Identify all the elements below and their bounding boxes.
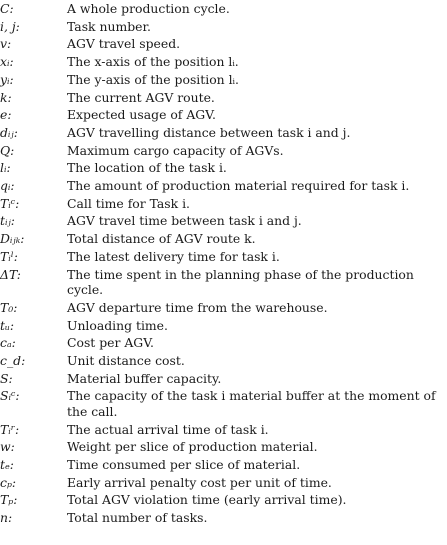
symbol: C: [0, 1, 14, 16]
description: Call time for Task i. [67, 195, 190, 211]
description: Task number. [67, 18, 151, 34]
nomenclature-row [0, 213, 447, 229]
symbol: tᵢⱼ: [0, 213, 15, 229]
description: Total AGV violation time (early arrival time). [67, 492, 347, 508]
description: The actual arrival time of task i. [67, 421, 269, 437]
description: The time spent in the planning phase of the production cycle. [67, 266, 414, 298]
description: Cost per AGV. [67, 335, 154, 351]
symbol: i, j: [0, 18, 20, 34]
symbol: Tₚ: [0, 492, 18, 508]
nomenclature-row [0, 231, 447, 247]
symbol: w: [0, 439, 15, 455]
symbol: c_d: [0, 352, 26, 368]
nomenclature-row [0, 72, 447, 88]
symbol: Q: [0, 142, 15, 158]
description: AGV departure time from the warehouse. [67, 299, 328, 315]
nomenclature-row [0, 388, 447, 419]
description: The location of the task i. [67, 160, 227, 176]
nomenclature-row [0, 19, 447, 35]
nomenclature-row [0, 353, 447, 369]
nomenclature-row [0, 371, 447, 387]
symbol: Sᵢᶜ: [0, 388, 20, 404]
nomenclature-row [0, 143, 447, 159]
nomenclature-row [0, 475, 447, 491]
symbol: lᵢ: [0, 160, 11, 176]
symbol: Tᵢᶜ: [0, 195, 20, 211]
symbol: cₚ: [0, 474, 17, 490]
nomenclature-row [0, 249, 447, 265]
nomenclature-row [0, 318, 447, 334]
nomenclature-row [0, 125, 447, 141]
description: Time consumed per slice of material. [67, 457, 301, 473]
nomenclature-row [0, 160, 447, 176]
description: The current AGV route. [67, 89, 215, 105]
description: A whole production cycle. [67, 1, 230, 16]
description: Total distance of AGV route k. [67, 231, 256, 247]
description: The latest delivery time for task i. [67, 248, 280, 264]
nomenclature-row [0, 196, 447, 212]
nomenclature-row [0, 510, 447, 526]
symbol: yᵢ: [0, 71, 14, 87]
description: Total number of tasks. [67, 510, 208, 526]
symbol: tₑ: [0, 457, 14, 473]
description: The capacity of the task i material buffer at the moment of the call. [67, 388, 436, 419]
description: Expected usage of AGV. [67, 107, 216, 123]
description: AGV travelling distance between task i and j. [67, 124, 351, 140]
nomenclature-row [0, 457, 447, 473]
symbol: Tᵢʳ: [0, 421, 20, 437]
nomenclature-row [0, 267, 447, 298]
description: The x-axis of the position lᵢ. [67, 54, 239, 70]
symbol: ΔT: [0, 266, 21, 282]
description: AGV travel time between task i and j. [67, 213, 302, 229]
nomenclature-row [0, 54, 447, 70]
description: Early arrival penalty cost per unit of time. [67, 474, 332, 490]
symbol: xᵢ: [0, 54, 14, 70]
description: Material buffer capacity. [67, 370, 222, 386]
nomenclature-row [0, 422, 447, 438]
description: Maximum cargo capacity of AGVs. [67, 142, 284, 158]
description: Unloading time. [67, 317, 168, 333]
description: The y-axis of the position lᵢ. [67, 71, 239, 87]
symbol: dᵢⱼ: [0, 124, 18, 140]
nomenclature-row [0, 178, 447, 194]
nomenclature-row [0, 1, 447, 17]
nomenclature-row [0, 90, 447, 106]
symbol: e: [0, 107, 12, 123]
symbol: tᵤ: [0, 317, 15, 333]
description: The amount of production material required for task i. [67, 178, 410, 194]
nomenclature-row [0, 335, 447, 351]
symbol: S: [0, 370, 13, 386]
nomenclature-row [0, 300, 447, 316]
nomenclature-row [0, 492, 447, 508]
symbol: k: [0, 89, 12, 105]
nomenclature-row [0, 36, 447, 52]
symbol: Dᵢⱼₖ: [0, 231, 25, 247]
symbol: qᵢ: [0, 178, 15, 194]
symbol: T₀: [0, 299, 18, 315]
symbol: n: [0, 510, 13, 526]
symbol: Tᵢˡ: [0, 248, 18, 264]
description: Unit distance cost. [67, 352, 185, 368]
description: AGV travel speed. [67, 36, 181, 52]
nomenclature-row [0, 439, 447, 455]
symbol: cₐ: [0, 335, 16, 351]
symbol: v: [0, 36, 12, 52]
description: Weight per slice of production material. [67, 439, 318, 455]
nomenclature-row [0, 107, 447, 123]
